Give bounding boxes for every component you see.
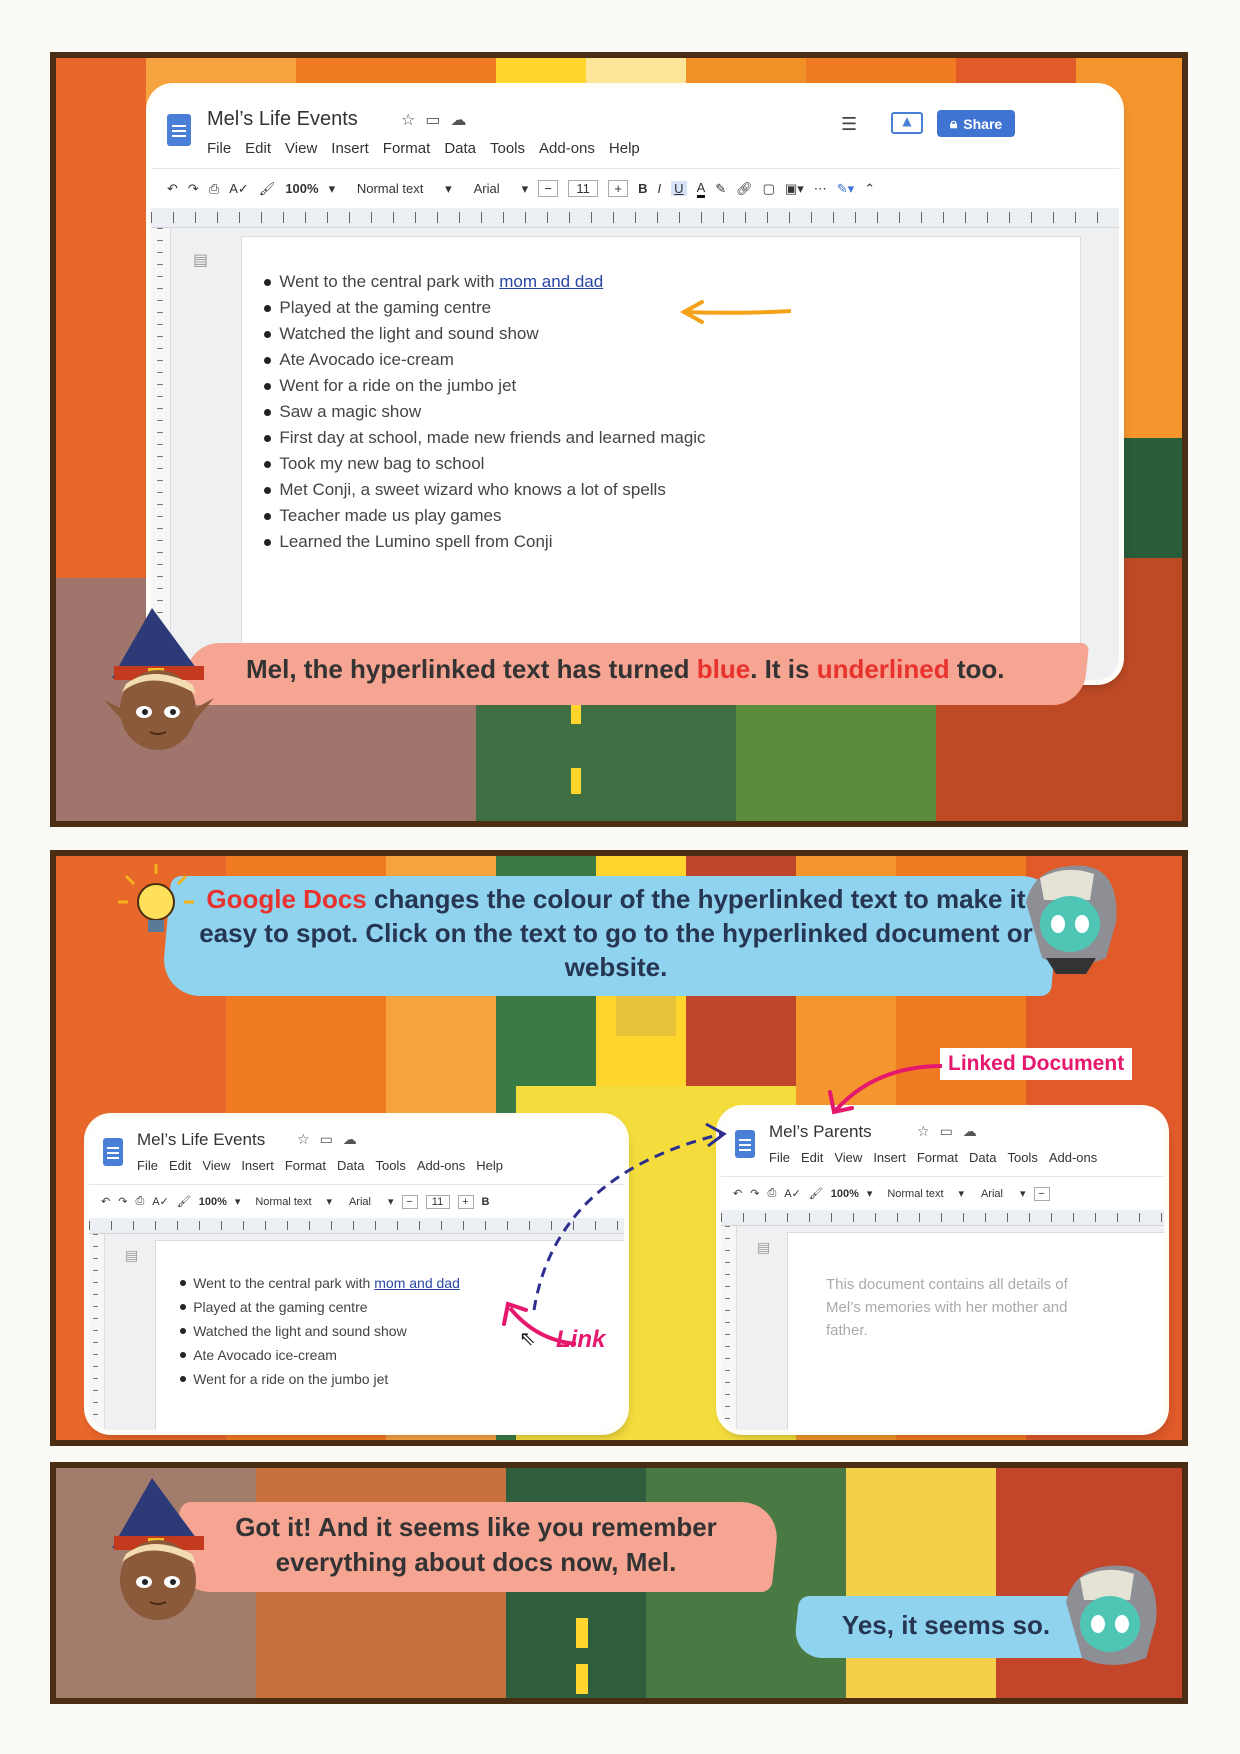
bullet-list: [180, 1271, 460, 1391]
undo-icon[interactable]: ↶: [167, 180, 178, 196]
menu-help[interactable]: Help: [608, 140, 640, 157]
menu-edit[interactable]: Edit: [800, 1150, 824, 1165]
chevron-down-icon[interactable]: ▾: [328, 180, 336, 196]
menu-format[interactable]: Format: [916, 1150, 958, 1165]
spellcheck-icon[interactable]: A✓: [784, 1188, 801, 1200]
list-item-text: Went for a ride on the jumbo jet: [279, 376, 517, 395]
hyperlink-mom-and-dad[interactable]: mom and dad: [374, 1275, 460, 1291]
list-item[interactable]: [180, 1343, 460, 1367]
cloud-icon[interactable]: ☁: [342, 1132, 357, 1148]
outline-icon[interactable]: ▤: [193, 250, 209, 269]
list-item[interactable]: [264, 425, 706, 451]
formatting-toolbar: [721, 1176, 1164, 1210]
menu-file[interactable]: File: [207, 140, 232, 157]
robot-character: [1056, 1562, 1166, 1682]
zoom-select[interactable]: 100%: [198, 1195, 227, 1208]
chevron-down-icon[interactable]: ▾: [234, 1196, 241, 1208]
list-item-text: Saw a magic show: [279, 402, 422, 421]
font-select[interactable]: Arial: [980, 1187, 1003, 1200]
menu-file[interactable]: File: [137, 1158, 158, 1173]
wizard-character: [92, 608, 222, 758]
print-icon[interactable]: ⎙: [135, 1195, 145, 1207]
list-item[interactable]: [264, 399, 706, 425]
menu-tools[interactable]: Tools: [375, 1158, 406, 1173]
list-item-text: Ate Avocado ice-cream: [193, 1347, 337, 1363]
redo-icon[interactable]: ↷: [750, 1188, 760, 1200]
present-icon[interactable]: ▲: [891, 112, 923, 134]
vertical-ruler[interactable]: [89, 1234, 105, 1430]
more-icon[interactable]: ⋯: [813, 180, 827, 196]
folder-icon[interactable]: ▭: [425, 110, 441, 129]
style-select[interactable]: Normal text: [356, 181, 424, 196]
chevron-down-icon[interactable]: ▾: [445, 180, 452, 196]
list-item-text: Went to the central park with: [193, 1275, 375, 1291]
share-button[interactable]: 🔒︎ Share: [937, 110, 1015, 137]
docs-icon[interactable]: [103, 1138, 123, 1166]
outline-icon[interactable]: ▤: [757, 1240, 771, 1256]
highlight-icon[interactable]: ✎: [715, 180, 727, 196]
spellcheck-icon[interactable]: A✓: [152, 1196, 169, 1208]
list-item-text: First day at school, made new friends and learned magic: [279, 428, 706, 447]
list-item[interactable]: [264, 451, 706, 477]
decrease-font-icon[interactable]: −: [402, 1195, 418, 1209]
list-item[interactable]: [264, 269, 706, 295]
print-icon[interactable]: ⎙: [208, 180, 220, 196]
dashed-link-arrow: [526, 1114, 736, 1314]
menu-view[interactable]: View: [285, 140, 318, 157]
formatting-toolbar: [151, 168, 1119, 208]
hyperlink-mom-and-dad[interactable]: mom and dad: [499, 272, 604, 291]
docs-window-mels-life-events: [151, 88, 1119, 680]
list-item-text: Watched the light and sound show: [193, 1323, 407, 1339]
list-item[interactable]: [264, 347, 706, 373]
list-item[interactable]: [264, 503, 706, 529]
bullet-list: [264, 269, 706, 555]
menu-bar: [137, 1158, 503, 1173]
decrease-font-icon[interactable]: −: [538, 180, 558, 197]
chevron-down-icon[interactable]: ▾: [521, 180, 529, 196]
docs-icon[interactable]: [167, 114, 191, 146]
comic-panel-3: [50, 1462, 1188, 1704]
list-item-text: Ate Avocado ice-cream: [279, 350, 454, 369]
document-body-text[interactable]: This document contains all details of Mel’s memories with her mother and father.: [826, 1276, 1068, 1339]
document-canvas: [151, 228, 1119, 680]
text-color-icon[interactable]: A: [697, 180, 706, 198]
zoom-select[interactable]: 100%: [285, 181, 319, 196]
zoom-select[interactable]: 100%: [830, 1187, 859, 1200]
orange-arrow: [676, 300, 796, 330]
comment-icon[interactable]: ▢: [762, 180, 775, 196]
font-select[interactable]: Arial: [473, 181, 500, 196]
star-icon[interactable]: ☆: [917, 1124, 930, 1140]
list-item-text: Played at the gaming centre: [193, 1299, 368, 1315]
redo-icon[interactable]: ↷: [187, 180, 199, 196]
spellcheck-icon[interactable]: A✓: [229, 180, 249, 196]
star-icon[interactable]: ☆: [401, 110, 416, 129]
chevron-down-icon[interactable]: ▾: [387, 1196, 394, 1208]
list-item-text: Went for a ride on the jumbo jet: [193, 1371, 389, 1387]
menu-addons[interactable]: Add-ons: [416, 1158, 466, 1173]
style-select[interactable]: Normal text: [887, 1187, 944, 1200]
chevron-down-icon[interactable]: ▾: [866, 1188, 873, 1200]
horizontal-ruler[interactable]: [721, 1210, 1164, 1226]
wizard-character: [92, 1478, 222, 1628]
chevron-down-icon[interactable]: ▾: [958, 1188, 964, 1200]
robot-character: [1016, 862, 1126, 982]
menu-addons[interactable]: Add-ons: [539, 140, 595, 157]
underline-icon[interactable]: U: [671, 181, 686, 196]
chevron-down-icon[interactable]: ▾: [1019, 1188, 1026, 1200]
list-item[interactable]: [264, 373, 706, 399]
menu-tools[interactable]: Tools: [1007, 1150, 1038, 1165]
menu-view[interactable]: View: [202, 1158, 231, 1173]
menu-file[interactable]: File: [769, 1150, 790, 1165]
mouse-cursor-icon: ⇖: [519, 1326, 536, 1350]
menu-tools[interactable]: Tools: [490, 140, 526, 157]
font-size-input[interactable]: 11: [568, 180, 598, 197]
menu-data[interactable]: Data: [969, 1150, 997, 1165]
document-page[interactable]: [241, 236, 1081, 680]
list-item[interactable]: [180, 1319, 460, 1343]
document-page[interactable]: [787, 1232, 1164, 1430]
speech-text-wizard: Got it! And it seems like you remember everything about docs now, Mel.: [235, 1512, 717, 1577]
folder-icon[interactable]: ▭: [939, 1124, 953, 1140]
light-bulb-icon: [116, 862, 196, 942]
document-title[interactable]: Mel’s Parents: [769, 1122, 872, 1141]
list-item-text: Took my new bag to school: [279, 454, 485, 473]
menu-data[interactable]: Data: [444, 140, 476, 157]
list-item-text: Watched the light and sound show: [279, 324, 539, 343]
paint-format-icon[interactable]: 🖌︎: [176, 1196, 191, 1208]
list-item-text: Teacher made us play games: [279, 506, 502, 525]
list-item[interactable]: [180, 1367, 460, 1391]
menu-edit[interactable]: Edit: [245, 140, 272, 157]
editing-mode-icon[interactable]: ✎▾: [836, 180, 855, 196]
menu-insert[interactable]: Insert: [331, 140, 369, 157]
list-item-text: Met Conji, a sweet wizard who knows a lot of spells: [279, 480, 666, 499]
comments-icon[interactable]: ☰: [841, 114, 858, 135]
list-item-text: Played at the gaming centre: [279, 298, 492, 317]
menu-format[interactable]: Format: [382, 140, 431, 157]
document-title[interactable]: Mel’s Life Events: [137, 1130, 266, 1149]
list-item[interactable]: [264, 529, 706, 555]
speech-text-wizard: Mel, the hyperlinked text has turned blue. It is underlined too.: [246, 654, 1005, 684]
menu-view[interactable]: View: [834, 1150, 863, 1165]
list-item[interactable]: [264, 321, 706, 347]
bold-icon[interactable]: B: [481, 1195, 490, 1208]
menu-help[interactable]: Help: [476, 1158, 503, 1173]
document-title[interactable]: Mel’s Life Events: [207, 108, 358, 130]
italic-icon[interactable]: I: [657, 181, 662, 196]
menu-insert[interactable]: Insert: [873, 1150, 906, 1165]
lock-icon: 🔒︎: [949, 115, 958, 131]
folder-icon[interactable]: ▭: [319, 1132, 333, 1148]
increase-font-icon[interactable]: +: [458, 1195, 474, 1209]
decrease-font-icon[interactable]: −: [1034, 1187, 1050, 1201]
menu-insert[interactable]: Insert: [241, 1158, 274, 1173]
list-item-text: Went to the central park with: [279, 272, 500, 291]
list-item[interactable]: [264, 295, 706, 321]
chevron-down-icon[interactable]: ▾: [326, 1196, 332, 1208]
image-icon[interactable]: ▣▾: [784, 180, 804, 196]
paint-format-icon[interactable]: 🖌︎: [808, 1188, 823, 1200]
font-select[interactable]: Arial: [348, 1195, 371, 1208]
document-canvas: [721, 1226, 1164, 1430]
list-item[interactable]: [180, 1271, 460, 1295]
docs-icon[interactable]: [735, 1130, 755, 1158]
cloud-icon[interactable]: ☁: [962, 1124, 977, 1140]
bold-icon[interactable]: B: [638, 181, 648, 196]
font-size-input[interactable]: 11: [426, 1195, 450, 1209]
increase-font-icon[interactable]: +: [608, 180, 628, 197]
collapse-icon[interactable]: ⌃: [864, 180, 876, 196]
list-item[interactable]: [180, 1295, 460, 1319]
list-item-text: Learned the Lumino spell from Conji: [279, 532, 553, 551]
pink-arrow-linked: [816, 1052, 946, 1122]
menu-edit[interactable]: Edit: [168, 1158, 192, 1173]
link-label: Link: [556, 1326, 606, 1353]
undo-icon[interactable]: ↶: [101, 1196, 111, 1208]
comic-panel-2: [50, 850, 1188, 1446]
speech-text-robot: Yes, it seems so.: [841, 1610, 1051, 1640]
docs-window-mels-parents: [721, 1110, 1164, 1430]
paint-format-icon[interactable]: 🖌︎: [258, 180, 276, 196]
style-select[interactable]: Normal text: [255, 1195, 312, 1208]
undo-icon[interactable]: ↶: [733, 1188, 743, 1200]
redo-icon[interactable]: ↷: [118, 1196, 128, 1208]
list-item[interactable]: [264, 477, 706, 503]
menu-format[interactable]: Format: [284, 1158, 326, 1173]
print-icon[interactable]: ⎙: [767, 1187, 777, 1199]
horizontal-ruler[interactable]: [151, 208, 1119, 228]
cloud-icon[interactable]: ☁: [450, 110, 467, 129]
star-icon[interactable]: ☆: [297, 1132, 310, 1148]
outline-icon[interactable]: ▤: [125, 1248, 139, 1264]
comic-panel-1: [50, 52, 1188, 827]
link-icon[interactable]: 🔗︎: [736, 180, 753, 196]
linked-document-label: Linked Document: [940, 1048, 1132, 1080]
menu-data[interactable]: Data: [337, 1158, 365, 1173]
menu-bar: [207, 140, 640, 157]
menu-addons[interactable]: Add-ons: [1048, 1150, 1098, 1165]
menu-bar: [769, 1150, 1097, 1165]
speech-text-robot: Google Docs changes the colour of the hyperlinked text to make it easy to spot. Click on the text to go to the hyperlinked document or website.: [199, 884, 1033, 982]
